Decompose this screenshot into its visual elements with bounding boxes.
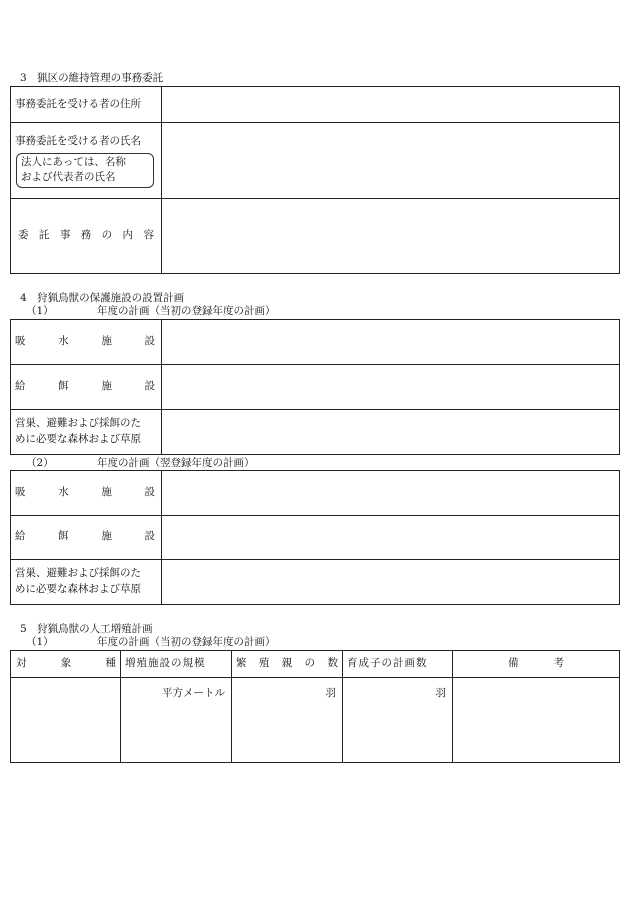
forest-value-1[interactable] (162, 410, 619, 454)
water-facility-label-1: 吸 水 施 設 (15, 335, 155, 347)
young-value-cell[interactable] (343, 678, 452, 762)
col-facility-header: 増殖施設の規模 (125, 657, 206, 669)
facility-unit: 平方メートル (162, 687, 225, 699)
section5-sub1-label: 年度の計画（当初の登録年度の計画） (97, 636, 276, 648)
section5-sub1-number: （1） (26, 636, 54, 648)
name-value-cell[interactable] (162, 123, 619, 198)
address-label: 事務委託を受ける者の住所 (15, 98, 141, 110)
remarks-value-cell[interactable] (453, 678, 619, 762)
feed-facility-label-2: 給 餌 施 設 (15, 530, 155, 542)
forest-value-2[interactable] (162, 560, 619, 604)
forest-label-2-line2: めに必要な森林および草原 (15, 583, 141, 595)
section5-heading: 5 狩猟鳥獣の人工増殖計画 (20, 623, 153, 635)
water-facility-value-2[interactable] (162, 471, 619, 515)
facility-value-cell[interactable] (121, 678, 231, 762)
section4-sub2-label: 年度の計画（翌登録年度の計画） (97, 457, 255, 469)
section4-sub1-number: （1） (26, 305, 54, 317)
section3-heading: 3 猟区の維持管理の事務委託 (20, 72, 164, 84)
parents-value-cell[interactable] (232, 678, 342, 762)
forest-label-2-line1: 営巣、避難および採餌のた (15, 567, 141, 579)
address-value-cell[interactable] (162, 87, 619, 122)
parents-unit: 羽 (325, 687, 336, 699)
name-note-line1: 法人にあっては、名称 (21, 156, 126, 168)
name-label: 事務委託を受ける者の氏名 (15, 135, 141, 147)
water-facility-value-1[interactable] (162, 320, 619, 364)
col-remarks-header: 備 考 (508, 657, 564, 669)
name-note-line2: および代表者の氏名 (21, 171, 116, 183)
col-parents-header: 繁 殖 親 の 数 (236, 657, 338, 669)
water-facility-label-2: 吸 水 施 設 (15, 486, 155, 498)
young-unit: 羽 (435, 687, 446, 699)
feed-facility-value-1[interactable] (162, 365, 619, 409)
feed-facility-label-1: 給 餌 施 設 (15, 380, 155, 392)
col-young-header: 育成子の計画数 (347, 657, 428, 669)
forest-label-1-line2: めに必要な森林および草原 (15, 433, 141, 445)
section4-heading: 4 狩猟鳥獣の保護施設の設置計画 (20, 292, 185, 304)
section4-sub1-label: 年度の計画（当初の登録年度の計画） (97, 305, 276, 317)
content-label: 委 託 事 務 の 内 容 (18, 229, 154, 241)
species-value-cell[interactable] (11, 678, 120, 762)
content-value-cell[interactable] (162, 199, 619, 273)
col-species-header: 対 象 種 (16, 657, 116, 669)
section4-sub2-number: （2） (26, 457, 54, 469)
feed-facility-value-2[interactable] (162, 516, 619, 559)
forest-label-1-line1: 営巣、避難および採餌のた (15, 417, 141, 429)
